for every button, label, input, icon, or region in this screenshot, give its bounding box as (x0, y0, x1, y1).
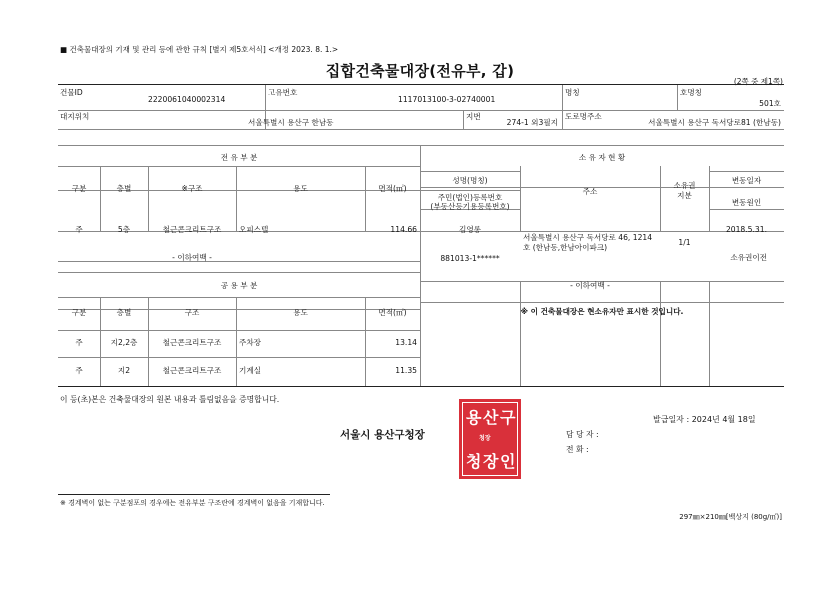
owner-change-date-label: 변동일자 (731, 176, 762, 185)
regulation-reference: ■ 건축물대장의 기재 및 관리 등에 관한 규칙 [별지 제5호서식] <개정 2023. 8. 1.> (60, 45, 339, 54)
site-value: 서울특별시 용산구 한남동 (248, 118, 334, 127)
table-row: 철근콘크리트구조 (162, 366, 222, 375)
table-row: 11.35 (395, 366, 417, 375)
unique-no-label: 고유번호 (268, 88, 298, 97)
owner-share-label-1: 소유권 (673, 181, 696, 190)
table-row: 철근콘크리트구조 (162, 338, 222, 347)
official-seal: 용 산 구 청장 청 장 인 (459, 399, 521, 479)
common-col-type: 구분 (71, 308, 87, 317)
road-label: 도로명주소 (565, 112, 602, 121)
owner-name-label: 성명(명칭) (452, 176, 488, 185)
exclusive-end-marker: - 이하여백 - (172, 253, 212, 262)
exclusive-col-structure: ※구조 (181, 184, 203, 193)
table-row: 주 (75, 225, 83, 234)
lot-value: 274-1 외3필지 (506, 118, 558, 127)
owner-reg-label-1: 주민(법인)등록번호 (437, 193, 503, 202)
issuing-office: 서울시 용산구청장 (340, 429, 425, 441)
owner-notice: ※ 이 건축물대장은 현소유자만 표시한 것입니다. (520, 307, 684, 316)
owner-reg-label-2: (부동산등기용등록번호) (430, 202, 510, 211)
owner-address-label: 주소 (582, 187, 598, 196)
page-number: (2쪽 중 제1쪽) (733, 77, 783, 86)
table-row: 주 (75, 366, 83, 375)
owner-change-cause: 소유권이전 (730, 253, 767, 262)
road-value: 서울특별시 용산구 독서당로81 (한남동) (648, 118, 781, 127)
lot-label: 지번 (466, 112, 481, 121)
table-row: 지2,2층 (110, 338, 138, 347)
register-table (58, 84, 784, 387)
document-title: 집합건축물대장(전유부, 갑) (325, 62, 515, 80)
owner-name: 김영롱 (458, 225, 481, 234)
owner-share-label-2: 지분 (677, 191, 692, 200)
exclusive-col-area: 면적(㎡) (378, 184, 407, 193)
common-col-area: 면적(㎡) (378, 308, 407, 317)
building-id-value: 2220061040002314 (148, 95, 226, 104)
owner-change-date: 2018.5.31. (725, 225, 767, 234)
exclusive-col-floor: 층별 (116, 184, 132, 193)
exclusive-col-usage: 용도 (293, 184, 308, 193)
unique-no-value: 1117013100-3-02740001 (398, 95, 496, 104)
name-label: 명칭 (565, 88, 580, 97)
unit-label: 호명칭 (680, 88, 703, 97)
owner-address-line1: 서울특별시 용산구 독서당로 46, 1214 (523, 233, 653, 242)
table-row: 철근콘크리트구조 (162, 225, 222, 234)
owner-end-marker: - 이하여백 - (570, 281, 610, 290)
footnote: ※ 경계벽이 없는 구분점포의 경우에는 전유부분 구조란에 경계벽이 없음을 기재합니다. (60, 499, 325, 507)
table-row: 기계실 (239, 366, 262, 375)
owner-section-title: 소 유 자 현 황 (578, 153, 626, 162)
table-row: 13.14 (395, 338, 417, 347)
certification-text: 이 등(초)본은 건축물대장의 원본 내용과 틀림없음을 증명합니다. (60, 395, 280, 404)
building-id-label: 건물ID (60, 88, 83, 97)
paper-spec: 297㎜×210㎜[백상지 (80g/㎡)] (679, 513, 782, 521)
exclusive-section-title: 전 유 부 분 (220, 153, 258, 162)
table-row: 오피스텔 (239, 225, 269, 234)
table-row: 지2 (117, 366, 131, 375)
exclusive-col-type: 구분 (71, 184, 87, 193)
phone-field: 전 화 : (566, 445, 589, 454)
table-row: 114.66 (390, 225, 417, 234)
table-row: 5층 (117, 225, 131, 234)
issue-date: 발급일자 : 2024년 4월 18일 (653, 415, 756, 424)
common-section-title: 공 용 부 분 (220, 281, 258, 290)
unit-value: 501호 (759, 99, 781, 108)
common-col-floor: 층별 (116, 308, 132, 317)
clerk-field: 담 당 자 : (566, 430, 599, 439)
owner-address-line2: 호 (한남동,한남아이파크) (523, 243, 608, 252)
site-label: 대지위치 (60, 112, 90, 121)
table-row: 주 (75, 338, 83, 347)
owner-reg-no: 881013-1****** (440, 254, 500, 263)
table-row: 주차장 (239, 338, 262, 347)
footnote-divider (58, 494, 330, 495)
common-col-structure: 구조 (184, 308, 200, 317)
common-col-usage: 용도 (293, 308, 308, 317)
owner-change-cause-label: 변동원인 (731, 198, 762, 207)
owner-share: 1/1 (678, 238, 691, 247)
